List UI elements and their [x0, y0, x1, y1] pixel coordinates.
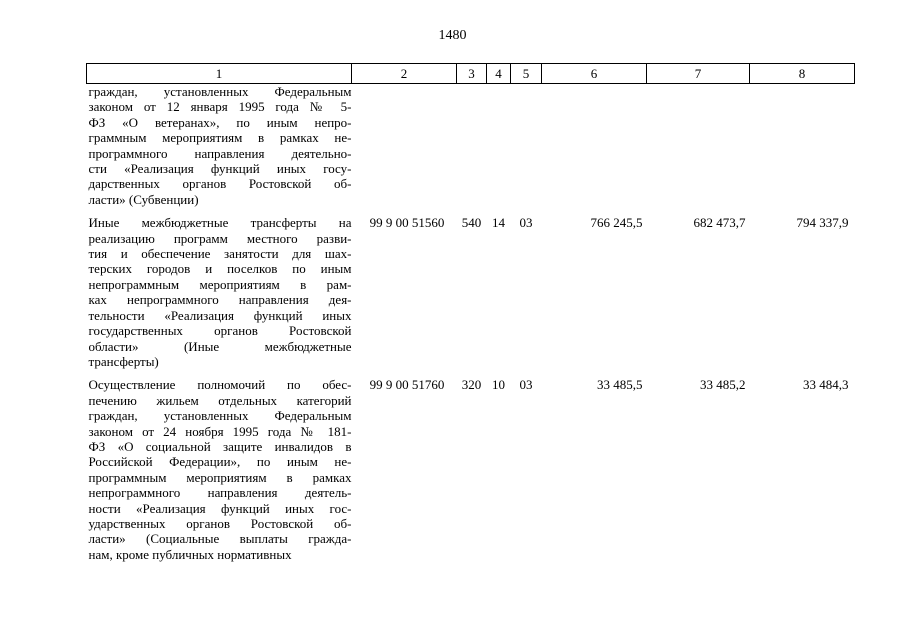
description-line: тельности «Реализация функций иных — [88, 307, 352, 323]
row-description — [87, 215, 352, 377]
row-col-3 — [457, 84, 487, 216]
description-line: граждан, установленных Федеральным — [88, 408, 352, 424]
row-code: 99 9 00 51560 — [369, 215, 445, 231]
description-line: законом от 24 ноября 1995 года № 181- — [88, 423, 352, 439]
description-line: непрограммного направления деятель- — [88, 485, 352, 501]
table-row — [87, 377, 855, 570]
row-amount-1: 766 245,5 — [590, 215, 643, 231]
row-code — [352, 84, 457, 216]
header-col-1: 1 — [87, 64, 352, 84]
header-col-6: 6 — [542, 64, 647, 84]
row-col-3: 320 — [461, 377, 482, 393]
row-amount-3 — [750, 84, 855, 216]
description-line: дарственных органов Ростовской об- — [88, 176, 352, 192]
description-line: трансферты) — [88, 353, 159, 369]
row-col-3: 540 — [461, 215, 482, 231]
description-line: области» (Иные межбюджетные — [88, 338, 352, 354]
row-col-5: 03 — [519, 377, 533, 393]
row-description — [87, 377, 352, 570]
row-col-4 — [487, 84, 511, 216]
description-line: нам, кроме публичных нормативных — [88, 546, 292, 562]
header-col-2: 2 — [352, 64, 457, 84]
table-row — [87, 84, 855, 216]
row-amount-2: 33 485,2 — [700, 377, 746, 393]
row-description — [87, 84, 352, 216]
row-col-5 — [511, 84, 542, 216]
description-line: ФЗ «О ветеранах», по иным непро- — [88, 114, 352, 130]
description-line: ках непрограммного направления дея- — [88, 292, 352, 308]
description-line: Осуществление полномочий по обес- — [88, 377, 352, 393]
row-col-4: 14 — [492, 215, 505, 231]
description-line: ласти» (Субвенции) — [88, 191, 199, 207]
description-line: программным мероприятиям в рамках — [88, 469, 352, 485]
header-col-5: 5 — [511, 64, 542, 84]
description-line: сти «Реализация функций иных госу- — [88, 161, 352, 177]
table-body — [87, 84, 855, 571]
description-line: непрограммным мероприятиям в рам- — [88, 276, 352, 292]
description-line: граммным мероприятиям в рамках не- — [88, 130, 352, 146]
description-line: ФЗ «О социальной защите инвалидов в — [88, 438, 352, 454]
table-row — [87, 215, 855, 377]
description-line: ности «Реализация функций иных гос- — [88, 500, 352, 516]
row-col-4: 10 — [492, 377, 505, 393]
description-line: ласти» (Социальные выплаты гражда- — [88, 531, 352, 547]
header-col-4: 4 — [487, 64, 511, 84]
budget-table — [86, 63, 855, 570]
header-col-8: 8 — [750, 64, 855, 84]
row-amount-2: 682 473,7 — [693, 215, 746, 231]
header-col-7: 7 — [647, 64, 750, 84]
description-line: законом от 12 января 1995 года № 5- — [88, 99, 352, 115]
description-line: терских городов и поселков по иным — [88, 261, 352, 277]
row-amount-1 — [542, 84, 647, 216]
description-line: Российской Федерации», по иным не- — [88, 454, 352, 470]
description-line: тия и обеспечение занятости для шах- — [88, 246, 352, 262]
description-line: печению жильем отдельных категорий — [88, 392, 352, 408]
description-line: Иные межбюджетные трансферты на — [88, 215, 352, 231]
header-col-3: 3 — [457, 64, 487, 84]
description-line: государственных органов Ростовской — [88, 323, 352, 339]
description-line: ударственных органов Ростовской об- — [88, 515, 352, 531]
row-col-5: 03 — [519, 215, 533, 231]
row-code: 99 9 00 51760 — [369, 377, 445, 393]
description-line: программного направления деятельно- — [88, 145, 352, 161]
row-amount-2 — [647, 84, 750, 216]
row-amount-3: 794 337,9 — [796, 215, 849, 231]
row-amount-3: 33 484,3 — [803, 377, 849, 393]
description-line: граждан, установленных Федеральным — [88, 84, 352, 99]
header-row — [87, 64, 855, 84]
page-number: 1480 — [438, 28, 467, 43]
description-line: реализацию программ местного разви- — [88, 230, 352, 246]
row-amount-1: 33 485,5 — [597, 377, 643, 393]
